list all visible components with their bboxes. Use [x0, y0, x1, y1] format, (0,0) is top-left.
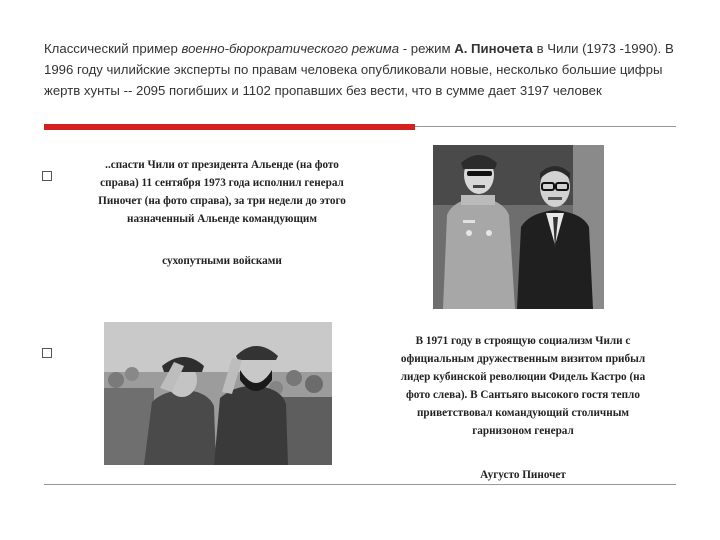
- photo-castro-pinochet-image: [104, 322, 332, 465]
- photo-pinochet-allende: [433, 145, 604, 309]
- intro-text-5: в Чили (1973 -1990). В 1996 году чилийские эксперты по правам человека опубликовали новые, несколько большие цифры жертв хунты -- 2095 погибших и 1102 пропавших без вести, что в сумме дает 3197 человек: [44, 41, 674, 98]
- bullet-square-1: [42, 171, 52, 181]
- photo-pinochet-allende-image: [433, 145, 604, 309]
- caption-pinochet-allende-tail: сухопутными войсками: [162, 255, 282, 267]
- bullet-square-2: [42, 348, 52, 358]
- photo-castro-pinochet: [104, 322, 332, 465]
- intro-text-1: Классический пример: [44, 41, 182, 56]
- intro-regime-type: военно-бюрократического режима: [181, 41, 400, 56]
- caption-castro-visit: В 1971 году в строящую социализм Чили с официальным дружественным визитом прибыл лидер кубинской революции Фидель Кастро (на фото слева). В Сантьяго высокого гостя тепло приветствовал командующий столичным гарнизоном генерал: [400, 335, 646, 437]
- intro-pinochet-name: А. Пиночета: [454, 41, 533, 56]
- top-accent-bar: [44, 124, 415, 130]
- intro-text-3: - режим: [399, 41, 455, 56]
- caption-pinochet-allende: ..спасти Чили от президента Альенде (на фото справа) 11 сентября 1973 года исполнил генерал Пиночет (на фото справа), за три недели до этого назначенный Альенде командующим: [98, 159, 346, 225]
- intro-paragraph: [44, 38, 694, 101]
- caption-castro-visit-tail: Аугусто Пиночет: [480, 469, 566, 481]
- bottom-divider-line: [44, 484, 676, 485]
